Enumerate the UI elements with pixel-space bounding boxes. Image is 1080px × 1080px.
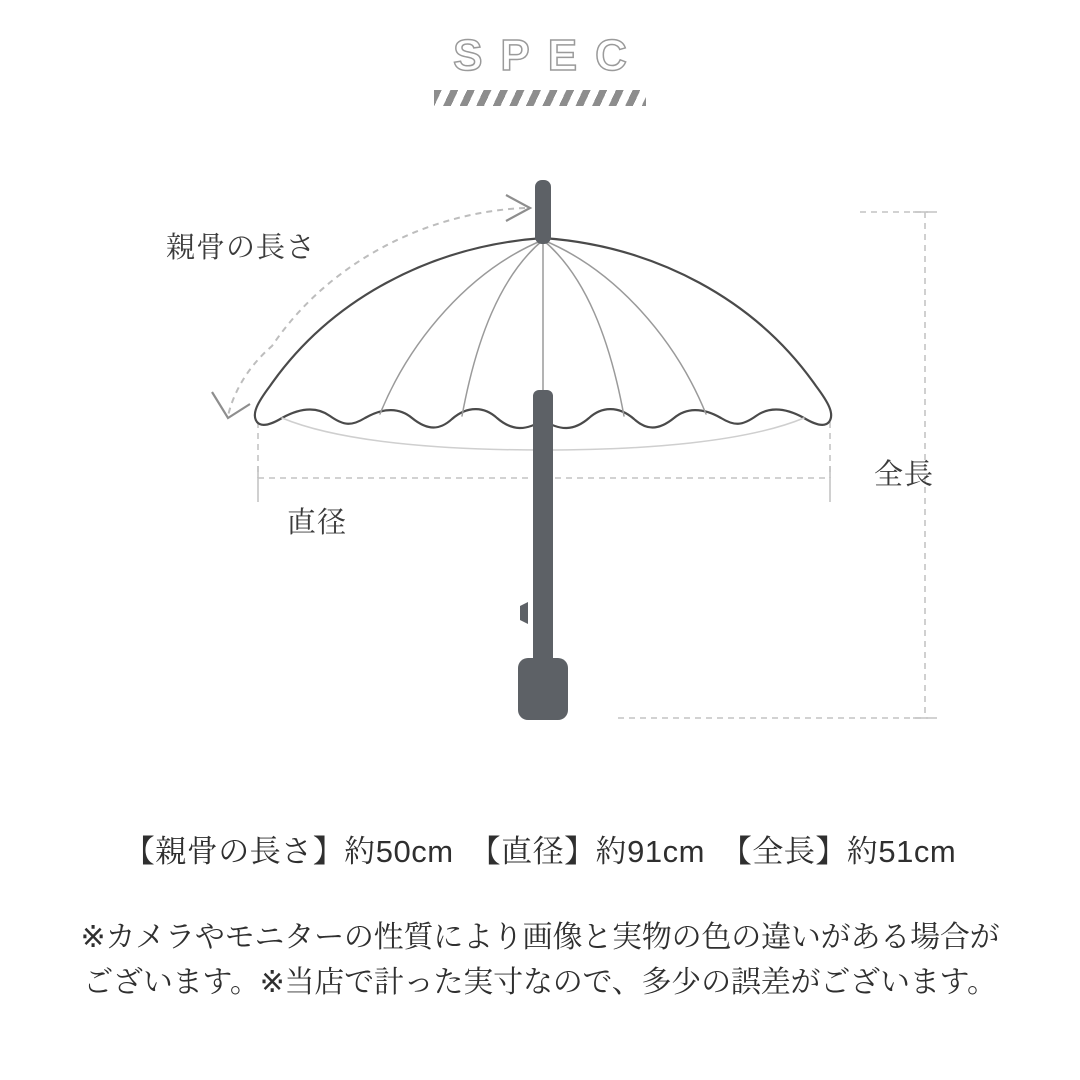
title-underline-stripes: [434, 90, 646, 106]
page-title: SPEC: [453, 31, 645, 80]
label-rib-length: 親骨の長さ: [166, 232, 317, 264]
umbrella-spec-diagram: [0, 150, 1080, 800]
disclaimer-line-2: ございます。※当店で計った実寸なので、多少の誤差がございます。: [83, 966, 997, 999]
label-diameter: 直径: [287, 507, 348, 539]
spec-measurements: [0, 826, 1080, 871]
disclaimer-line-1: ※カメラやモニターの性質により画像と実物の色の違いがある場合が: [80, 921, 1000, 954]
umbrella-handle: [518, 658, 568, 720]
label-total-length: 全長: [874, 459, 935, 491]
spec-measurements-text: 【親骨の長さ】約50cm 【直径】約91cm 【全長】約51cm: [123, 834, 957, 869]
disclaimer-note: [0, 915, 1080, 1005]
page-header: [0, 31, 1080, 106]
